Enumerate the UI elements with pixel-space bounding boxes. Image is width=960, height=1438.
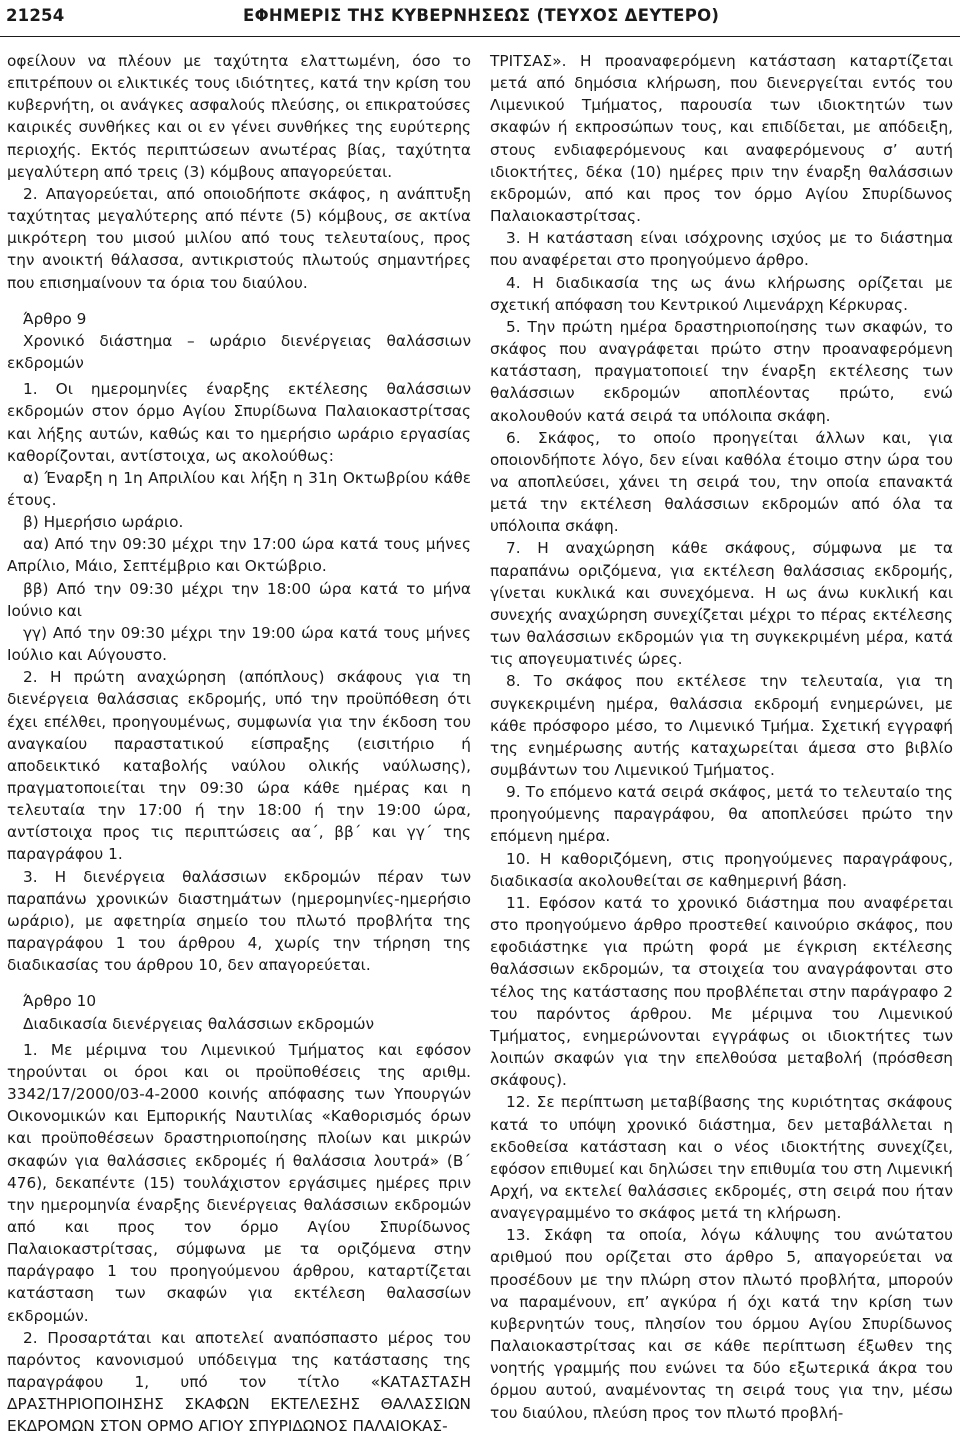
paragraph-8: 8. Το σκάφος που εκτέλεσε την τελευταία, για τη συγκεκριμένη ημέρα, θαλάσσια εκδρομή ενημερώνει, με κάθε πρόσφορο μέσο, το Λιμενικό Τμήμα. Σχετική εγγραφή της ενημέρωσης αυτής καταχωρείται άμεσα στο βιβλίο συμβάντων του Λιμενικού Τμήματος.	[490, 672, 953, 779]
paragraph-10: 10. Η καθοριζόμενη, στις προηγούμενες παραγράφους, διαδικασία ακολουθείται σε καθημερινή βάση.	[490, 849, 953, 890]
article-10-title: Άρθρο 10	[23, 992, 97, 1011]
article-9-subtitle: Χρονικό διάστημα – ωράριο διενέργειας θαλάσσιων εκδρομών	[7, 331, 471, 373]
article-10-subtitle: Διαδικασία διενέργειας θαλάσσιων εκδρομών	[23, 1014, 375, 1033]
article-9-item-b: β) Ημερήσιο ωράριο.	[23, 513, 184, 532]
paragraph-continuation-right: ΤΡΙΤΣΑΣ». Η προαναφερόμενη κατάσταση καταρτίζεται μετά από δημόσια κλήρωση, που διενεργείται εντός του Λιμενικού Τμήματος, παρουσία των ιδιοκτητών των σκαφών ή εκπροσώπων τους, και επιδίδεται, με απόδειξη, στους ενδιαφερόμενους και αναφερόμενους σ’ αυτή ιδιοκτήτες, δέκα (10) ημέρες πριν την έναρξη θαλάσσιων εκδρομών, από και προς τον όρμο Αγίου Σπυρίδωνος Παλαιοκαστρίτσας.	[490, 52, 953, 226]
article-10-paragraph-1: 1. Με μέριμνα του Λιμενικού Τμήματος και εφόσον τηρούνται οι όροι και οι προϋποθέσεις της αριθμ. 3342/17/2000/03-4-2000 κοινής απόφασης των Υπουργών Οικονομικών και Εμπορικής Ναυτιλίας «Καθορισμός όρων και προϋποθέσεων δραστηριοποίησης πλοίων και μικρών σκαφών για θαλάσσιες εκδρομές ή θαλάσσια λουτρά» (Β΄ 476), δεκαπέντε (15) τουλάχιστον εργάσιμες ημέρες πριν την ημερομηνία έναρξης διενέργειας θαλάσσιων εκδρομών από και προς τον όρμο Αγίου Σπυρίδωνος Παλαιοκαστρίτσας, σύμφωνα με τα οριζόμενα στην παράγραφο 1 του προηγούμενου άρθρου, καταρτίζεται κατάσταση των σκαφών για εκτέλεση θαλασσίων εκδρομών.	[7, 1040, 471, 1325]
article-9-paragraph-1: 1. Οι ημερομηνίες έναρξης εκτέλεσης θαλάσσιων εκδρομών στον όρμο Αγίου Σπυρίδωνα Παλαιοκαστρίτσας και λήξης αυτών, καθώς και το ημερήσιο ωράριο εργασίας καθορίζονται, αντίστοιχα, ως ακολούθως:	[7, 380, 471, 465]
article-9-item-a: α) Έναρξη η 1η Απριλίου και λήξη η 31η Οκτωβρίου κάθε έτους.	[7, 468, 471, 509]
paragraph-9: 9. Το επόμενο κατά σειρά σκάφος, μετά το τελευταίο της προηγούμενης παραγράφου, θα αποπλεύσει πρώτο την επόμενη ημέρα.	[490, 783, 953, 846]
paragraph-5: 5. Την πρώτη ημέρα δραστηριοποίησης των σκαφών, το σκάφος που αναγράφεται πρώτο στην προαναφερόμενη κατάσταση, πραγματοποιεί την έναρξη εκτέλεσης των θαλάσσιων εκδρομών αποπλέοντας πρώτο, ενώ ακολουθούν κατά σειρά τα υπόλοιπα σκάφη.	[490, 317, 953, 425]
article-9-paragraph-3: 3. Η διενέργεια θαλάσσιων εκδρομών πέραν των παραπάνω χρονικών διαστημάτων (ημερομηνίες-ημερήσιο ωράριο), με αφετηρία σημείο του πλωτό προβλήτα της παραγράφου 1 του άρθρου 4, χωρίς την τήρηση της διαδικασίας του άρθρου 10, δεν απαγορεύεται.	[7, 867, 471, 975]
paragraph-7: 7. Η αναχώρηση κάθε σκάφους, σύμφωνα με τα παραπάνω οριζόμενα, για εκτέλεση θαλάσσιας εκδρομής, γίνεται κυκλικά και συνεχόμενα. Η ως άνω κυκλική και συνεχής αναχώρηση συνεχίζεται μέχρι το πέρας εκτέλεσης των θαλάσσιων εκδρομών για τη συγκεκριμένη μέρα, κατά τις απογευματινές ώρες.	[490, 539, 953, 669]
paragraph-13: 13. Σκάφη τα οποία, λόγω κάλυψης του ανώτατου αριθμού που ορίζεται στο άρθρο 5, απαγορεύεται να προσέδουν με την πλώρη στον πλωτό προβλήτα, μπορούν να παραμένουν, επ’ αγκύρα ή όχι κατά την κρίση των κυβερνητών τους, πλησίον του όρμου Αγίου Σπυρίδωνος Παλαιοκαστρίτσας και σε κάθε περίπτωση έξωθεν της νοητής γραμμής που ενώνει τα δύο εξωτερικά άκρα του όρμου αυτού, αναμένοντας τη σειρά τους για την, μέσω του διαύλου, πλεύση προς τον πλωτό προβλή-	[490, 1226, 953, 1422]
paragraph-12: 12. Σε περίπτωση μεταβίβασης της κυριότητας σκάφους κατά το υπόψη χρονικό διάστημα, δεν μεταβάλλεται η εκδοθείσα κατάσταση και ο νέος ιδιοκτήτης συνεχίζει, εφόσον επιθυμεί και δηλώσει την επιθυμία του στη Λιμενική Αρχή, να εκτελεί θαλάσσιες εκδρομές, στη σειρά που ήταν αναγεγραμμένο το σκάφος μετά τη κλήρωση.	[490, 1093, 953, 1223]
left-column	[7, 50, 471, 1438]
paragraph-4: 4. Η διαδικασία της ως άνω κλήρωσης ορίζεται με σχετική απόφαση του Κεντρικού Λιμενάρχη Κέρκυρας.	[490, 273, 953, 314]
paragraph-11: 11. Εφόσον κατά το χρονικό διάστημα που αναφέρεται στο προηγούμενο άρθρο προστεθεί καινούριο σκάφος, που εφοδιάστηκε για πρώτη φορά με έγκριση εκτέλεσης θαλάσσιων εκδρομών, τα στοιχεία του αναγράφονται στο τέλος της κατάστασης που προβλέπεται στην παράγραφο 2 του παρόντος άρθρου. Με μέριμνα του Λιμενικού Τμήματος, ενημερώνονται εγγράφως οι ιδιοκτήτες των λοιπών σκαφών για την επελθούσα μεταβολή (πρόσθεση σκάφους).	[490, 893, 953, 1090]
paragraph-6: 6. Σκάφος, το οποίο προηγείται άλλων και, για οποιονδήποτε λόγο, δεν είναι καθόλα έτοιμο στην ώρα του να αποπλεύσει, χάνει τη σειρά του, την οποία επανακτά μετά την εκτέλεση θαλάσσιων εκδρομών από όλα τα υπόλοιπα σκάφη.	[490, 428, 953, 536]
right-column	[490, 50, 953, 1424]
paragraph-2: 2. Απαγορεύεται, από οποιοδήποτε σκάφος, η ανάπτυξη ταχύτητας μεγαλύτερης από πέντε (5) κόμβους, σε ακτίνα μικρότερη του μισού μιλίου από τους τελευταίους, προς την ανοικτή θάλασσα, αντικριστούς πλωτούς σημαντήρες που επισημαίνουν τα όρια του διαύλου.	[7, 184, 471, 292]
article-10-paragraph-2: 2. Προσαρτάται και αποτελεί αναπόσπαστο μέρος του παρόντος κανονισμού υπόδειγμα της κατάστασης της παραγράφου 1, υπό τον τίτλο «ΚΑΤΑΣΤΑΣΗ ΔΡΑΣΤΗΡΙΟΠΟΙΗΣΗΣ ΣΚΑΦΩΝ ΕΚΤΕΛΕΣΗΣ ΘΑΛΑΣΣΙΩΝ ΕΚΔΡΟΜΩΝ ΣΤΟΝ ΟΡΜΟ ΑΓΙΟΥ ΣΠΥΡΙΔΩΝΟΣ ΠΑΛΑΙΟΚΑΣ-	[7, 1328, 471, 1436]
paragraph-continuation: οφείλουν να πλέουν με ταχύτητα ελαττωμένη, όσο το επιτρέπουν οι ελικτικές τους ιδιότητες, κατά την κρίση του κυβερνήτη, οι ανάγκες ασφαλούς πλεύσης, οι επικρατούσες καιρικές συνθήκες και οι εν γένει συνθήκες της ευρύτερης περιοχής. Εκτός περιπτώσεων ανωτέρας βίας, ταχύτητα μεγαλύτερη από τρεις (3) κόμβους απαγορεύεται.	[7, 52, 471, 181]
page-header	[0, 0, 960, 37]
article-9-paragraph-2: 2. Η πρώτη αναχώρηση (απόπλους) σκάφους για τη διενέργεια θαλάσσιας εκδρομής, υπό την προϋπόθεση ότι έχει επέλθει, προηγουμένως, συμφωνία για την έκδοση του αναγκαίου παραστατικού είσπραξης (εισιτήριο ή αποδεικτικό καταβολής ναύλου ολικής ναύλωσης), πραγματοποιείται την 09:30 ώρα κάθε ημέρας και η τελευταία την 17:00 ή την 18:00 ή την 19:00 ώρα, αντίστοιχα προς τις περιπτώσεις αα΄, ββ΄ και γγ΄ της παραγράφου 1.	[7, 668, 471, 864]
article-9-title: Άρθρο 9	[23, 309, 87, 328]
article-9-item-gg: γγ) Από την 09:30 μέχρι την 19:00 ώρα κατά τους μήνες Ιούλιο και Αύγουστο.	[7, 623, 471, 665]
article-9-item-bb: ββ) Από την 09:30 μέχρι την 18:00 ώρα κατά το μήνα Ιούνιο και	[7, 579, 471, 620]
paragraph-3: 3. Η κατάσταση είναι ισόχρονης ισχύος με το διάστημα που αναφέρεται στο προηγούμενο άρθρο.	[490, 229, 953, 270]
article-9-item-aa: αα) Από την 09:30 μέχρι την 17:00 ώρα κατά τους μήνες Απρίλιο, Μάιο, Σεπτέμβριο και Οκτώβριο.	[7, 535, 471, 576]
gazette-title: ΕΦΗΜΕΡΙΣ ΤΗΣ ΚΥΒΕΡΝΗΣΕΩΣ (ΤΕΥΧΟΣ ΔΕΥΤΕΡΟ)	[243, 6, 720, 25]
page-number: 21254	[6, 6, 65, 25]
